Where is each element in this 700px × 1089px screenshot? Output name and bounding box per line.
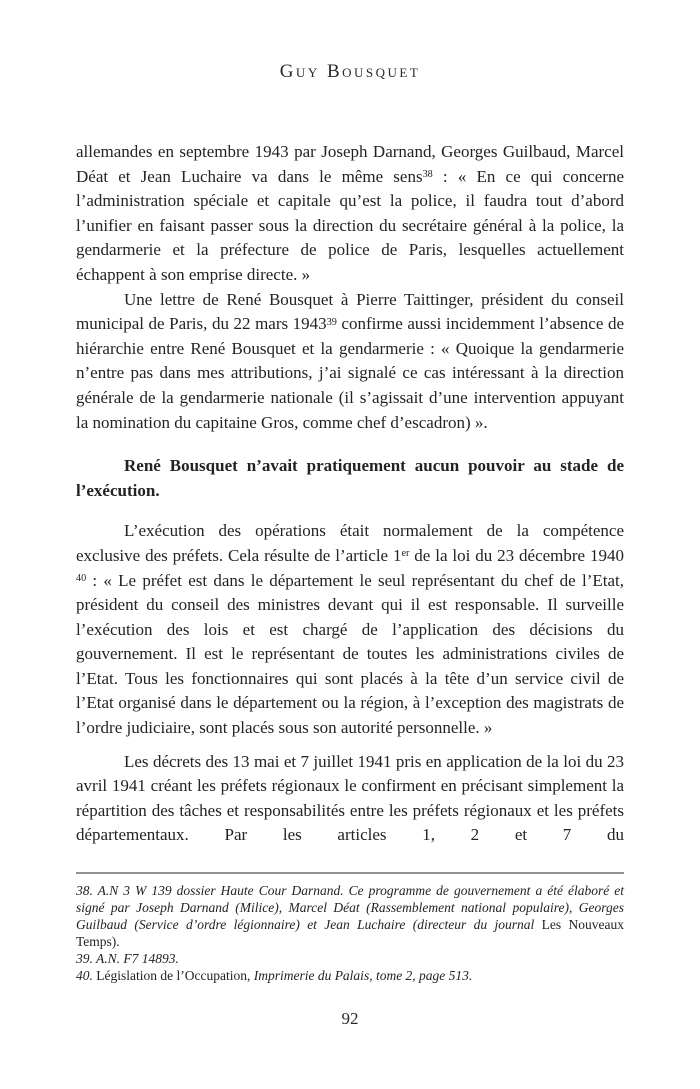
text-run: confirme aussi incidemment l’absence de hiérarchie entre René Bousquet et la gendarmerie : « Quoique la gendarmerie n’entre pas dans mes attributions, j’ai signalé ce cas intéressant à la direction générale de la gendarmerie nationale (il s’agissait d’une intervention appuyant la nomination du capitaine Gros, comme chef d’escadron) ».	[76, 314, 625, 432]
section-heading	[76, 454, 624, 503]
footnote-reference: 38	[422, 169, 433, 181]
text-run: René Bousquet n’avait pratiquement aucun pouvoir au stade de l’exécution.	[76, 456, 624, 500]
running-header: Guy Bousquet	[279, 61, 421, 82]
footnote-reference: er	[401, 548, 410, 560]
footnote-list	[76, 882, 624, 984]
footnote	[76, 950, 624, 967]
page-body	[76, 140, 624, 848]
text-run: Les Nouveaux Temps).	[76, 917, 624, 949]
page-number: 92	[341, 1009, 359, 1028]
paragraph	[76, 519, 624, 740]
paragraph	[76, 750, 624, 848]
text-run: allemandes en septembre 1943 par Joseph Darnand, Georges Guilbaud, Marcel Déat et Jean Luchaire va dans le même sens	[76, 142, 624, 186]
footnote-area	[76, 872, 624, 984]
text-run: Les décrets des 13 mai et 7 juillet 1941 pris en application de la loi du 23 avril 1941 créant les préfets régionaux le confirment en précisant simplement la répartition des tâches et responsabilités entre les préfets régionaux et les préfets départementaux. Par les articles 1, 2 et 7 du	[76, 751, 624, 845]
text-run: Imprimerie du Palais, tome 2, page 513.	[253, 968, 473, 983]
text-run: 39. A.N. F7 14893.	[76, 951, 179, 966]
text-run: L’exécution des opérations était normalement de la compétence exclusive des préfets. Cela résulte de l’article 1	[76, 521, 624, 565]
text-run: 40.	[76, 968, 93, 983]
paragraph	[76, 140, 624, 288]
footnote	[76, 882, 624, 950]
text-run: Législation de l’Occupation,	[92, 968, 254, 983]
footnote-separator	[76, 872, 624, 874]
paragraph	[76, 288, 624, 436]
text-run: : « En ce qui concerne l’administration spéciale et capitale qu’est la police, il faudra tout d’abord l’unifier en faisant passer sous la direction du secrétaire général à la police, la gendarmerie et la préfecture de police de Paris, lesquelles actuellement échappent à son emprise directe. »	[76, 166, 625, 284]
text-run: Une lettre de René Bousquet à Pierre Taittinger, président du conseil municipal de Paris, du 22 mars 1943	[76, 289, 624, 334]
footnote-reference: 40	[76, 572, 87, 584]
text-run: 38. A.N 3 W 139 dossier Haute Cour Darnand. Ce programme de gouvernement a été élaboré et signé par Joseph Darnand (Milice), Marcel Déat (Rassemblement national populaire), Georges Guilbaud (Service d’ordre légionnaire) et Jean Luchaire (directeur du journal	[76, 883, 624, 932]
text-run: de la loi du 23 décembre 1940	[409, 545, 624, 565]
text-run: : « Le préfet est dans le département le seul représentant du chef de l’Etat, président du conseil des ministres devant qui il est responsable. Il surveille l’exécution des lois et est chargé de l’application des décisions du gouvernement. Il est le représentant de toutes les administrations civiles de l’Etat. Tous les fonctionnaires qui sont placés à la tête d’un service civil de l’Etat organisé dans le département ou la région, à l’exception des magistrats de l’ordre judiciaire, sont placés sous son autorité personnelle. »	[76, 570, 624, 738]
footnote	[76, 967, 624, 984]
footnote-reference: 39	[326, 316, 337, 328]
